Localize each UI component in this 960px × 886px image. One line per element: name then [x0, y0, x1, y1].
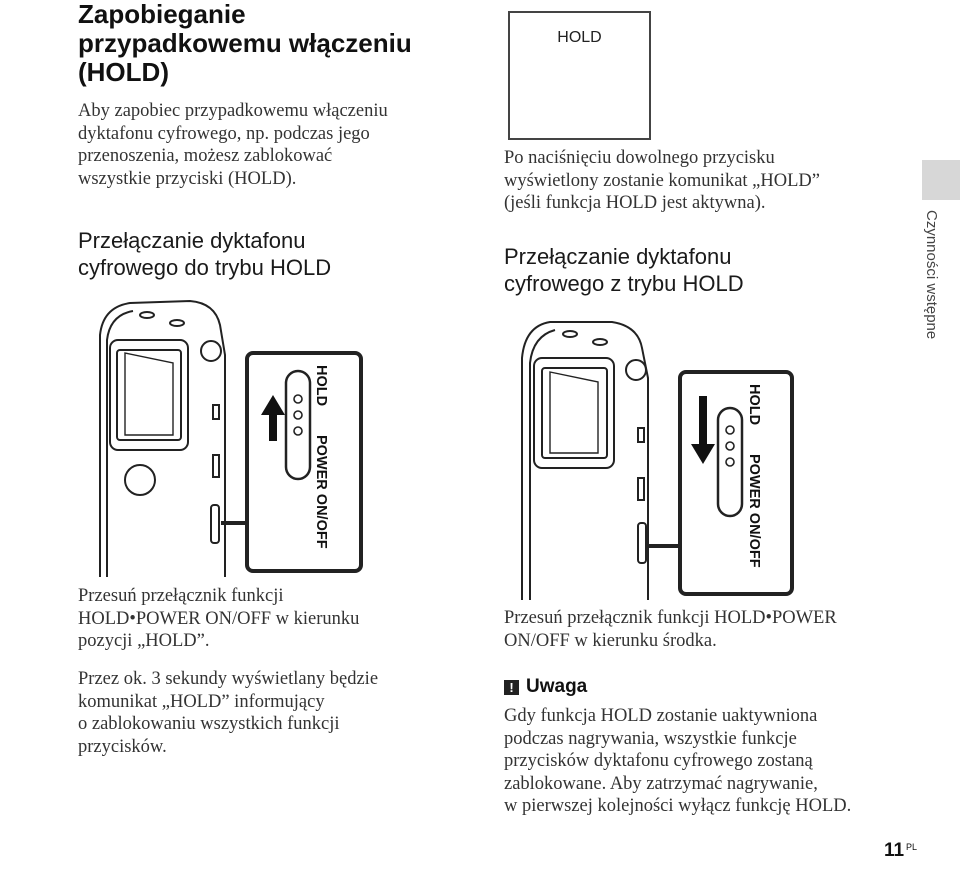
page-title-line: Zapobieganie: [78, 0, 246, 29]
text-line: zablokowane. Aby zatrzymać nagrywanie,: [504, 773, 818, 794]
device-side-detail: [213, 405, 219, 419]
slider-dot: [726, 458, 734, 466]
switch-label-power: POWER ON/OFF: [746, 454, 762, 568]
device-display-reflection: [125, 353, 173, 435]
text-line: (jeśli funkcja HOLD jest aktywna).: [504, 193, 766, 213]
page-language-code: PL: [906, 842, 918, 852]
text-line: przycisków dyktafonu cyfrowego zostaną: [504, 751, 813, 771]
hold-message-caption: [78, 668, 458, 758]
page-title-line: przypadkowemu włączeniu: [78, 28, 412, 58]
step-instruction-left: [78, 585, 458, 653]
switch-label-hold: HOLD: [313, 365, 329, 407]
heading-line: cyfrowego z trybu HOLD: [504, 271, 744, 296]
text-line: Po naciśnięciu dowolnego przycisku: [504, 148, 775, 168]
text-line: Przesuń przełącznik funkcji HOLD•POWER: [504, 608, 837, 628]
heading-line: cyfrowego do trybu HOLD: [78, 255, 332, 280]
text-line: pozycji „HOLD”.: [78, 631, 210, 651]
slider-dot: [726, 442, 734, 450]
intro-paragraph: [78, 100, 468, 190]
device-button: [593, 339, 607, 345]
device-illustration-release: [520, 318, 800, 600]
device-illustration-hold: [95, 295, 370, 577]
display-caption: [504, 147, 884, 215]
switch-zoom-panel: [680, 372, 792, 594]
device-display: [534, 358, 614, 468]
device-display-reflection: [550, 372, 598, 453]
device-side-detail: [638, 478, 644, 500]
warning-icon: !: [504, 680, 519, 695]
display-screen-illustration: [508, 11, 651, 140]
side-tab-marker: [922, 160, 960, 200]
text-line: wszystkie przyciski (HOLD).: [78, 168, 297, 189]
switch-label-power: POWER ON/OFF: [313, 435, 329, 549]
text-line: dyktafonu cyfrowego, np. podczas jego: [78, 123, 370, 144]
arrow-down-icon: [691, 396, 715, 464]
text-line: o zablokowaniu wszystkich funkcji: [78, 714, 340, 734]
slider-track: [286, 371, 310, 479]
section-heading-from-hold: [504, 243, 884, 297]
slider-dot: [726, 426, 734, 434]
note-heading: [504, 676, 587, 698]
microphone-grill: [626, 360, 646, 380]
device-round-button: [125, 465, 155, 495]
text-line: Gdy funkcja HOLD zostanie uaktywniona: [504, 706, 818, 726]
device-button: [140, 312, 154, 318]
text-line: komunikat „HOLD” informujący: [78, 691, 325, 712]
section-heading-to-hold: [78, 227, 458, 281]
microphone-grill: [201, 341, 221, 361]
step-instruction-right: [504, 607, 904, 652]
text-line: ON/OFF w kierunku środka.: [504, 630, 717, 651]
text-line: przenoszenia, możesz zablokować: [78, 146, 333, 166]
slider-dot: [294, 411, 302, 419]
text-line: przycisków.: [78, 736, 167, 757]
page-title: [78, 0, 458, 87]
page-title-line: (HOLD): [78, 57, 169, 87]
text-line: HOLD•POWER ON/OFF w kierunku: [78, 608, 360, 629]
device-display-inner: [117, 350, 181, 440]
note-text: [504, 705, 904, 818]
switch-zoom-panel: [247, 353, 361, 571]
heading-line: Przełączanie dyktafonu: [78, 228, 306, 253]
text-line: Aby zapobiec przypadkowemu włączeniu: [78, 101, 388, 121]
page-number: 11: [884, 840, 905, 861]
slider-track: [718, 408, 742, 516]
arrow-up-icon: [261, 395, 285, 441]
device-side-detail: [213, 455, 219, 477]
device-side-switch: [211, 505, 219, 543]
text-line: w pierwszej kolejności wyłącz funkcję HOLD.: [504, 796, 852, 816]
display-hold-text: HOLD: [557, 29, 602, 46]
note-title: Uwaga: [526, 676, 588, 697]
text-line: podczas nagrywania, wszystkie funkcje: [504, 728, 797, 749]
device-button: [170, 320, 184, 326]
device-side-switch: [638, 523, 646, 563]
device-button: [563, 331, 577, 337]
switch-label-hold: HOLD: [746, 384, 762, 426]
text-line: Przez ok. 3 sekundy wyświetlany będzie: [78, 669, 379, 689]
text-line: Przesuń przełącznik funkcji: [78, 586, 284, 606]
heading-line: Przełączanie dyktafonu: [504, 244, 732, 269]
slider-dot: [294, 395, 302, 403]
side-section-label: Czynności wstępne: [923, 210, 940, 340]
device-side-detail: [638, 428, 644, 442]
device-display: [110, 340, 188, 450]
text-line: wyświetlony zostanie komunikat „HOLD”: [504, 170, 820, 191]
slider-dot: [294, 427, 302, 435]
